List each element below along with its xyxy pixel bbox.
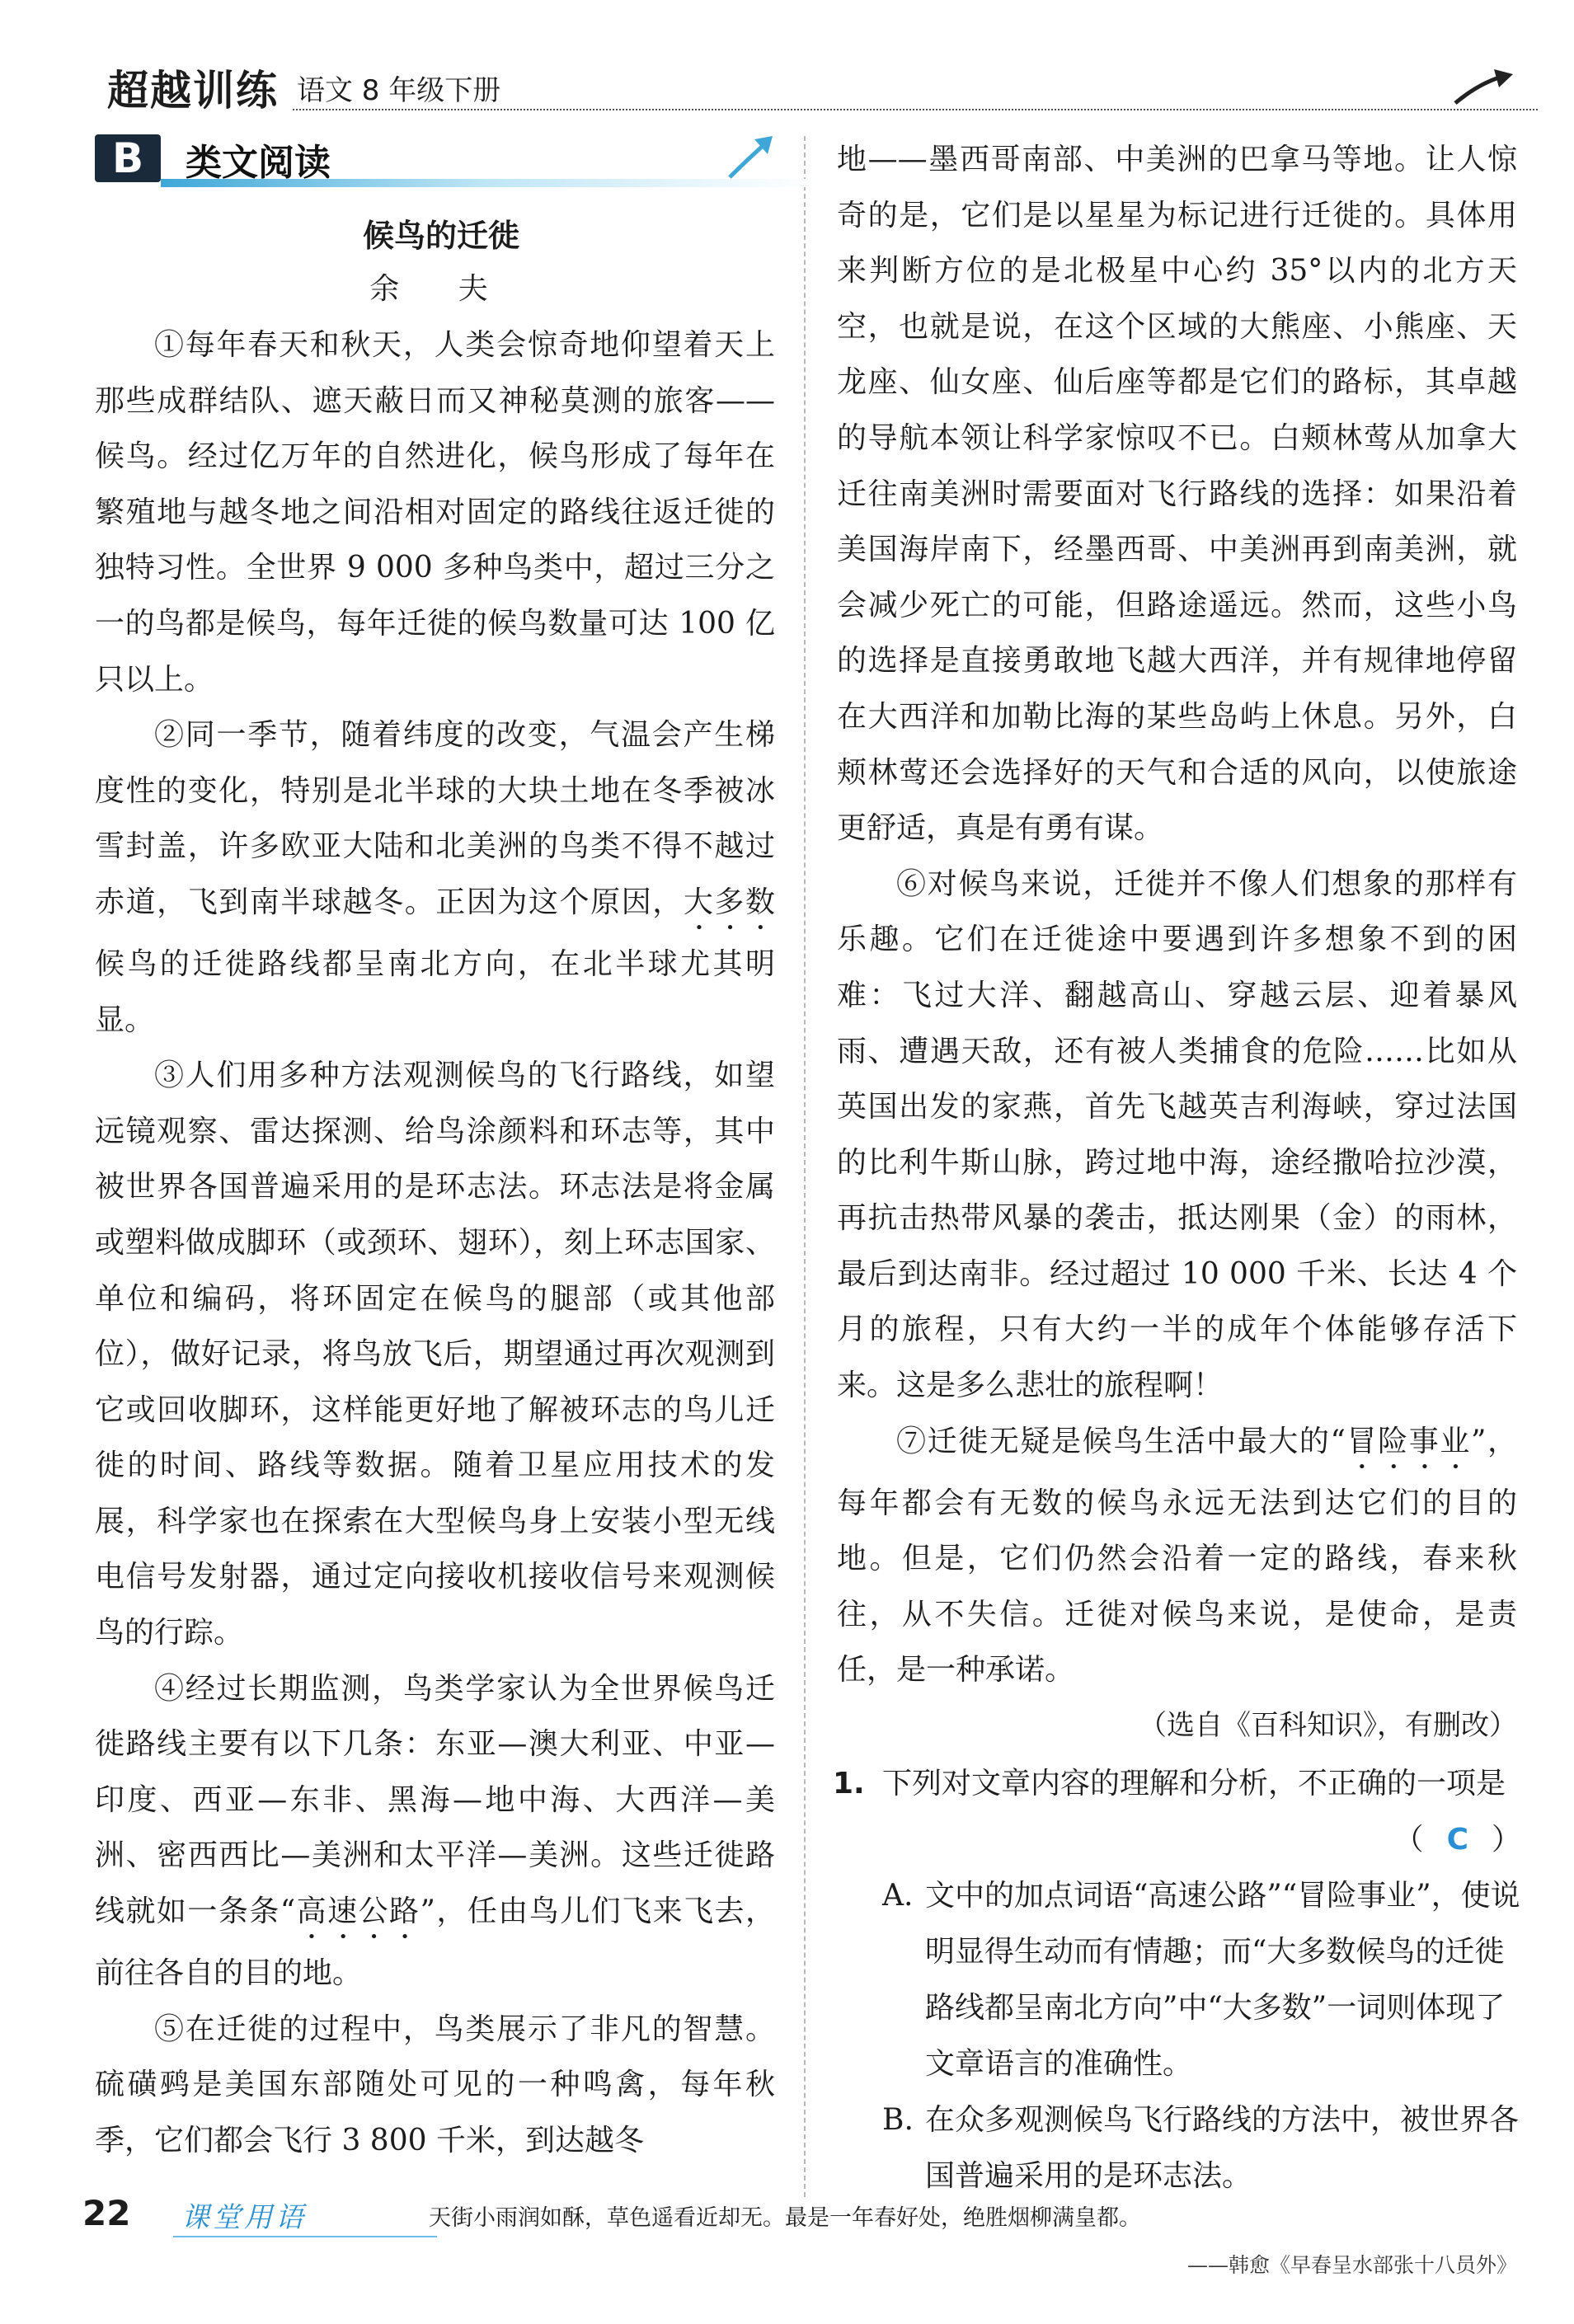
section-arrow-icon xyxy=(721,128,779,185)
paragraph-5-continued: 地——墨西哥南部、中美洲的巴拿马等地。让人惊奇的是，它们是以星星为标记进行迁徙的。具体用来判断方位的是北极星中心约 35°以内的北方天空，也就是说，在这个区域的大熊座、小熊座、天龙座、仙女座、仙后座等都是它们的路标，其卓越的导航本领让科学家惊叹不已。白颊林莺从加拿大迁往南美洲时需要面对飞行路线的选择：如果沿着美国海岸南下，经墨西哥、中美洲再到南美洲，就会减少死亡的可能，但路途遥远。然而，这些小鸟的选择是直接勇敢地飞越大西洋，并有规律地停留在大西洋和加勒比海的某些岛屿上休息。另外，白颊林莺还会选择好的天气和合适的风向，以使旅途更舒适，真是有勇有谋。 xyxy=(837,143,1517,846)
article-author: 余 夫 xyxy=(369,272,513,306)
paragraph-3: ③人们用多种方法观测候鸟的飞行路线，如望远镜观察、雷达探测、给鸟涂颜料和环志等，其中被世界各国普遍采用的是环志法。环志法是将金属或塑料做成脚环（或颈环、翅环），刻上环志国家、单位和编码，将环固定在候鸟的腿部（或其他部位），做好记录，将鸟放飞后，期望通过再次观测到它或回收脚环，这样能更好地了解被环志的鸟儿迁徙的时间、路线等数据。随着卫星应用技术的发展，科学家也在探索在大型候鸟身上安装小型无线电信号发射器，通过定向接收机接收信号来观测候鸟的行踪。 xyxy=(95,1059,775,1650)
paragraph-4: ④经过长期监测，鸟类学家认为全世界候鸟迁徙路线主要有以下几条：东亚—澳大利亚、中亚—印度、西亚—东非、黑海—地中海、大西洋—美洲、密西西比—美洲和太平洋—美洲。这些迁徙路线就如一条条“高速公路”，任由鸟儿们飞来飞去，前往各自的目的地。 xyxy=(95,1671,775,1991)
option-letter: B. xyxy=(882,2103,914,2137)
paragraph-5: ⑤在迁徙的过程中，鸟类展示了非凡的智慧。硫磺鹀是美国东部随处可见的一种鸣禽，每年秋季，它们都会飞行 3 800 千米，到达越冬 xyxy=(95,2012,775,2157)
paragraph-2: ②同一季节，随着纬度的改变，气温会产生梯度性的变化，特别是北半球的大块土地在冬季被冰雪封盖，许多欧亚大陆和北美洲的鸟类不得不越过赤道，飞到南半球越冬。正因为这个原因，大多数候鸟的迁徙路线都呈南北方向，在北半球尤其明显。 xyxy=(95,718,775,1037)
page-header xyxy=(99,58,1517,115)
page-footer xyxy=(82,2185,1517,2300)
header-arrow-icon xyxy=(1451,66,1517,107)
column-divider xyxy=(804,136,806,2197)
header-rule xyxy=(293,109,1538,110)
left-column xyxy=(95,317,775,2168)
section-badge xyxy=(95,134,161,182)
subject-grade: 语文 8 年级下册 xyxy=(297,74,501,107)
option-text: 文中的加点词语“高速公路”“冒险事业”，使说明显得生动而有情趣；而“大多数候鸟的迁徙路线都呈南北方向”中“大多数”一词则体现了文章语言的准确性。 xyxy=(925,1879,1520,2081)
series-brand: 超越训练 xyxy=(107,67,279,115)
paragraph-1: ①每年春天和秋天，人类会惊奇地仰望着天上那些成群结队、遮天蔽日而又神秘莫测的旅客——候鸟。经过亿万年的自然进化，候鸟形成了每年在繁殖地与越冬地之间沿相对固定的路线往返迁徙的独特习性。全世界 9 000 多种鸟类中，超过三分之一的鸟都是候鸟，每年迁徙的候鸟数量可达 100 亿只以上。 xyxy=(95,328,775,697)
section-title: 类文阅读 xyxy=(186,142,331,184)
answer-bracket: （ C ） xyxy=(1393,1823,1521,1857)
emphasized-word: 大多数 xyxy=(683,885,775,919)
footer-label-underline xyxy=(173,2236,437,2237)
option-text: 在众多观测候鸟飞行路线的方法中，被世界各国普遍采用的是环志法。 xyxy=(925,2103,1520,2193)
page-number: 22 xyxy=(82,2193,131,2233)
right-column xyxy=(837,132,1517,1698)
section-heading xyxy=(95,128,779,194)
emphasized-word: 高速公路 xyxy=(295,1894,421,1929)
footer-label: 课堂用语 xyxy=(181,2201,307,2234)
footer-poem: 天街小雨润如酥，草色遥看近却无。最是一年春好处，绝胜烟柳满皇都。 xyxy=(429,2205,1141,2231)
option-letter: A. xyxy=(882,1879,914,1913)
section-letter: B xyxy=(111,134,144,182)
question-number: 1. xyxy=(833,1767,865,1801)
answer-value: C xyxy=(1446,1823,1468,1857)
article-title: 候鸟的迁徙 xyxy=(362,218,519,254)
paragraph-7: ⑦迁徙无疑是候鸟生活中最大的“冒险事业”，每年都会有无数的候鸟永远无法到达它们的目的地。但是，它们仍然会沿着一定的路线，春来秋往，从不失信。迁徙对候鸟来说，是使命，是责任，是一种承诺。 xyxy=(837,1424,1517,1688)
footer-poem-source: ——韩愈《早春呈水部张十八员外》 xyxy=(1186,2253,1517,2277)
question-stem: 下列对文章内容的理解和分析，不正确的一项是 xyxy=(882,1767,1506,1801)
emphasized-word: 冒险事业 xyxy=(1345,1424,1471,1458)
article-source: （选自《百科知识》，有删改） xyxy=(1139,1709,1517,1742)
paragraph-6: ⑥对候鸟来说，迁徙并不像人们想象的那样有乐趣。它们在迁徙途中要遇到许多想象不到的困难：飞过大洋、翻越高山、穿越云层、迎着暴风雨、遭遇天敌，还有被人类捕食的危险……比如从英国出发的家燕，首先飞越英吉利海峡，穿过法国的比利牛斯山脉，跨过地中海，途经撒哈拉沙漠，再抗击热带风暴的袭击，抵达刚果（金）的雨林，最后到达南非。经过超过 10 000 千米、长达 4 个月的旅程，只有大约一半的成年个体能够存活下来。这是多么悲壮的旅程啊！ xyxy=(837,866,1517,1403)
